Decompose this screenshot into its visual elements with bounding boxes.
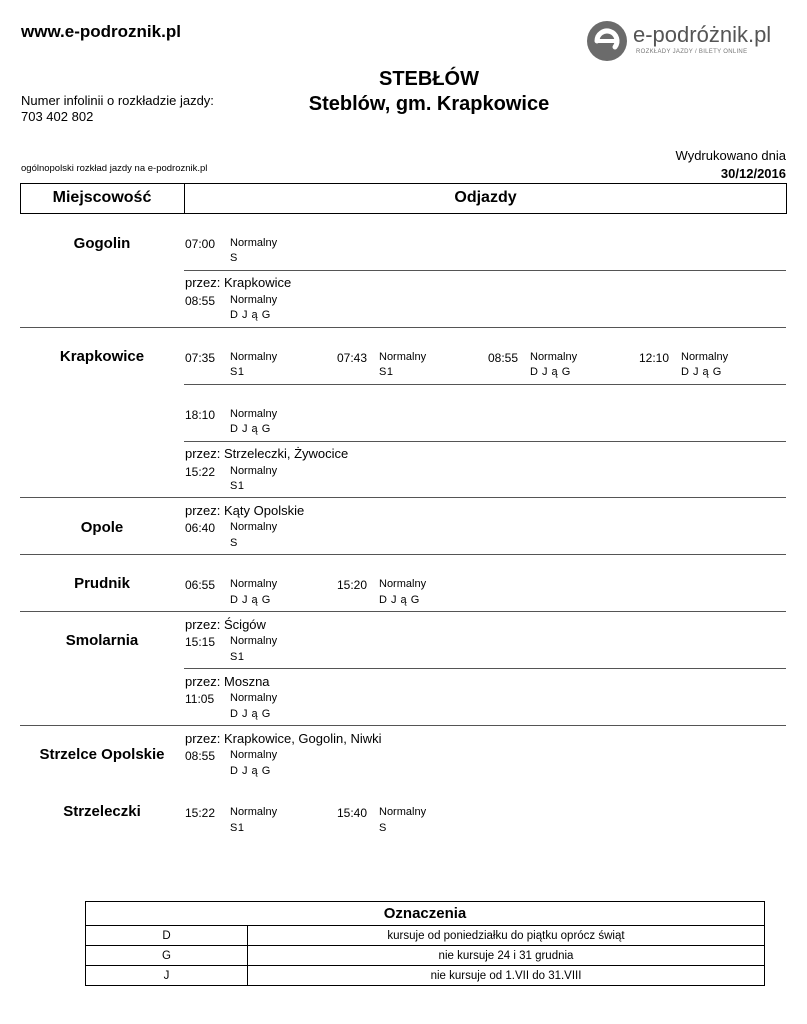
via-route: przez: Ścigów	[185, 617, 266, 632]
column-header-city: Miejscowość	[52, 189, 152, 206]
row-divider	[20, 725, 786, 726]
divider	[184, 270, 786, 271]
ticket-type: Normalny	[230, 465, 278, 477]
city-krapkowice: Krapkowice	[59, 348, 145, 365]
infoline-number: 703 402 802	[21, 109, 94, 124]
row-divider	[20, 327, 786, 328]
departure-time: 08:55	[185, 294, 216, 308]
departure-time: 07:43	[337, 351, 368, 365]
legend-symbol: D	[86, 926, 248, 946]
departure-time: 15:20	[337, 578, 368, 592]
departure-time: 06:55	[185, 578, 216, 592]
departure-time: 15:40	[337, 806, 368, 820]
legend-description: nie kursuje 24 i 31 grudnia	[248, 946, 765, 966]
service-code: D J ą G	[530, 366, 571, 378]
logo-tagline: ROZKŁADY JAZDY / BILETY ONLINE	[636, 49, 748, 55]
legend-description: nie kursuje od 1.VII do 31.VIII	[248, 966, 765, 986]
legend-row	[86, 966, 765, 986]
via-route: przez: Krapkowice	[185, 275, 292, 290]
via-route: przez: Krapkowice, Gogolin, Niwki	[185, 731, 382, 746]
stop-name: STEBŁÓW	[379, 68, 479, 90]
site-url[interactable]: www.e-podroznik.pl	[21, 22, 181, 41]
city-opole: Opole	[80, 519, 124, 536]
legend-description: kursuje od poniedziałku do piątku oprócz świąt	[248, 926, 765, 946]
city-strzelce-opolskie: Strzelce Opolskie	[39, 746, 165, 763]
service-code: D J ą G	[379, 594, 420, 606]
service-code: D J ą G	[230, 708, 271, 720]
service-code: S	[379, 822, 387, 834]
departure-time: 15:22	[185, 806, 216, 820]
service-code: D J ą G	[230, 423, 271, 435]
city-gogolin: Gogolin	[73, 235, 131, 252]
ticket-type: Normalny	[530, 351, 578, 363]
divider	[184, 668, 786, 669]
ticket-type: Normalny	[230, 294, 278, 306]
ticket-type: Normalny	[230, 692, 278, 704]
departure-time: 12:10	[639, 351, 670, 365]
ticket-type: Normalny	[379, 578, 427, 590]
column-header-departures: Odjazdy	[454, 189, 517, 206]
row-divider	[20, 554, 786, 555]
stop-location: Steblów, gm. Krapkowice	[308, 93, 550, 115]
legend-row	[86, 946, 765, 966]
ticket-type: Normalny	[681, 351, 729, 363]
ticket-type: Normalny	[379, 806, 427, 818]
divider	[184, 384, 786, 385]
via-route: przez: Strzeleczki, Żywocice	[185, 446, 349, 461]
departure-time: 07:35	[185, 351, 216, 365]
service-code: S1	[379, 366, 394, 378]
ticket-type: Normalny	[230, 749, 278, 761]
national-note: ogólnopolski rozkład jazdy na e-podroznik.pl	[21, 163, 208, 174]
service-code: S1	[230, 822, 245, 834]
ticket-type: Normalny	[230, 351, 278, 363]
departure-time: 15:22	[185, 465, 216, 479]
ticket-type: Normalny	[230, 521, 278, 533]
infoline-label: Numer infolinii o rozkładzie jazdy:	[21, 93, 214, 108]
ticket-type: Normalny	[379, 351, 427, 363]
ticket-type: Normalny	[230, 237, 278, 249]
legend-symbol: J	[86, 966, 248, 986]
ticket-type: Normalny	[230, 806, 278, 818]
city-smolarnia: Smolarnia	[65, 632, 139, 649]
service-code: S	[230, 537, 238, 549]
city-strzeleczki: Strzeleczki	[63, 803, 141, 820]
service-code: S	[230, 252, 238, 264]
departure-time: 15:15	[185, 635, 216, 649]
row-divider	[20, 497, 786, 498]
service-code: S1	[230, 480, 245, 492]
service-code: D J ą G	[230, 594, 271, 606]
ticket-type: Normalny	[230, 635, 278, 647]
service-code: D J ą G	[230, 309, 271, 321]
service-code: S1	[230, 366, 245, 378]
service-code: D J ą G	[681, 366, 722, 378]
departure-time: 11:05	[185, 692, 215, 706]
service-code: D J ą G	[230, 765, 271, 777]
legend-title: Oznaczenia	[86, 902, 765, 926]
departure-time: 06:40	[185, 521, 216, 535]
legend-symbol: G	[86, 946, 248, 966]
departure-time: 08:55	[488, 351, 519, 365]
departure-time: 08:55	[185, 749, 216, 763]
via-route: przez: Moszna	[185, 674, 270, 689]
printed-date: 30/12/2016	[720, 166, 786, 181]
city-prudnik: Prudnik	[74, 575, 130, 592]
departure-time: 18:10	[185, 408, 216, 422]
divider	[184, 441, 786, 442]
via-route: przez: Kąty Opolskie	[185, 503, 305, 518]
printed-label: Wydrukowano dnia	[675, 148, 786, 163]
legend-table	[85, 901, 765, 986]
logo-text: e-podróżnik.pl	[633, 22, 772, 47]
departure-time: 07:00	[185, 237, 216, 251]
row-divider	[20, 611, 786, 612]
ticket-type: Normalny	[230, 578, 278, 590]
ticket-type: Normalny	[230, 408, 278, 420]
legend-row	[86, 926, 765, 946]
service-code: S1	[230, 651, 245, 663]
